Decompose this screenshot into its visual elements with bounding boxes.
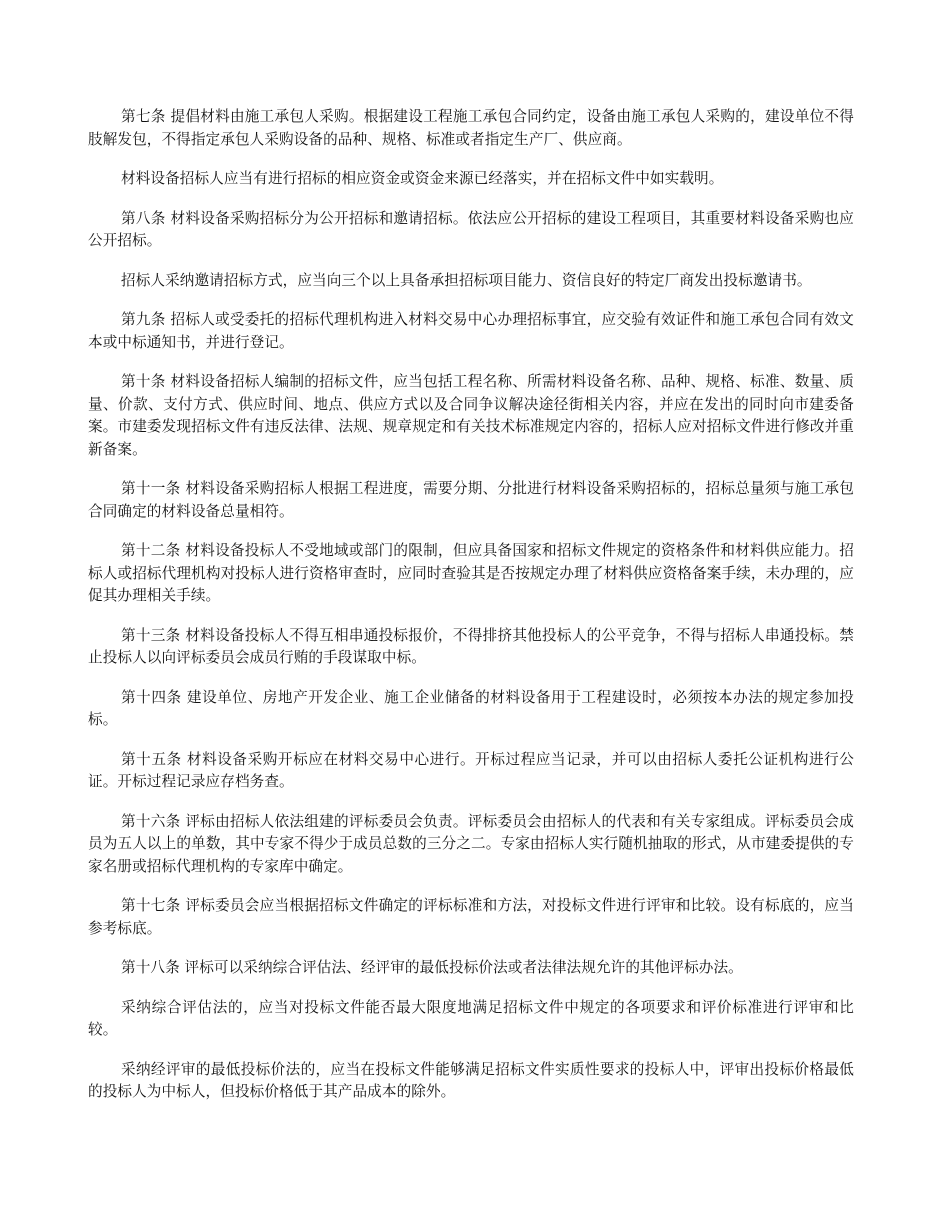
paragraph-article-9: 第九条 招标人或受委托的招标代理机构进入材料交易中心办理招标事宜，应交验有效证件和施工承包合同有效文本或中标通知书，并进行登记。 [88, 311, 854, 351]
paragraph-funding: 材料设备招标人应当有进行招标的相应资金或资金来源已经落实，并在招标文件中如实载明。 [121, 170, 724, 187]
paragraph-comprehensive-method: 采纳综合评估法的，应当对投标文件能否最大限度地满足招标文件中规定的各项要求和评价标准进行评审和比较。 [88, 998, 854, 1038]
paragraph-article-15: 第十五条 材料设备采购开标应在材料交易中心进行。开标过程应当记录，并可以由招标人委托公证机构进行公证。开标过程记录应存档务查。 [88, 750, 854, 790]
paragraph-article-14: 第十四条 建设单位、房地产开发企业、施工企业储备的材料设备用于工程建设时，必须按本办法的规定参加投标。 [88, 688, 854, 728]
paragraph-article-16: 第十六条 评标由招标人依法组建的评标委员会负责。评标委员会由招标人的代表和有关专家组成。评标委员会成员为五人以上的单数，其中专家不得少于成员总数的三分之二。专家由招标人实行随机抽取的形式，从市建委提供的专家名册或招标代理机构的专家库中确定。 [88, 812, 854, 875]
paragraph-lowest-price-method: 采纳经评审的最低投标价法的，应当在投标文件能够满足招标文件实质性要求的投标人中，评审出投标价格最低的投标人为中标人，但投标价格低于其产品成本的除外。 [88, 1060, 854, 1100]
paragraph-article-13: 第十三条 材料设备投标人不得互相串通投标报价，不得排挤其他投标人的公平竞争，不得与招标人串通投标。禁止投标人以向评标委员会成员行贿的手段谋取中标。 [88, 626, 854, 666]
paragraph-article-8: 第八条 材料设备采购招标分为公开招标和邀请招标。依法应公开招标的建设工程项目，其重要材料设备采购也应公开招标。 [88, 209, 854, 249]
paragraph-article-10: 第十条 材料设备招标人编制的招标文件，应当包括工程名称、所需材料设备名称、品种、规格、标准、数量、质量、价款、支付方式、供应时间、地点、供应方式以及合同争议解决途径街相关内容，并应在发出的同时向市建委备案。市建委发现招标文件有违反法律、法规、规章规定和有关技术标准规定内容的，招标人应对招标文件进行修改并重新备案。 [88, 373, 854, 458]
paragraph-article-11: 第十一条 材料设备采购招标人根据工程进度，需要分期、分批进行材料设备采购招标的，招标总量须与施工承包合同确定的材料设备总量相符。 [88, 480, 854, 520]
paragraph-article-7: 第七条 提倡材料由施工承包人采购。根据建设工程施工承包合同约定，设备由施工承包人采购的，建设单位不得肢解发包，不得指定承包人采购设备的品种、规格、标准或者指定生产厂、供应商。 [88, 108, 854, 148]
paragraph-invitation: 招标人采纳邀请招标方式，应当向三个以上具备承担招标项目能力、资信良好的特定厂商发出投标邀请书。 [121, 271, 812, 289]
paragraph-article-17: 第十七条 评标委员会应当根据招标文件确定的评标标准和方法，对投标文件进行评审和比较。设有标底的，应当参考标底。 [88, 897, 854, 937]
paragraph-article-18: 第十八条 评标可以采纳综合评估法、经评审的最低投标价法或者法律法规允许的其他评标办法。 [121, 959, 743, 976]
paragraph-article-12: 第十二条 材料设备投标人不受地域或部门的限制，但应具备国家和招标文件规定的资格条件和材料供应能力。招标人或招标代理机构对投标人进行资格审查时，应同时查验其是否按规定办理了材料供应资格备案手续，未办理的，应促其办理相关手续。 [88, 542, 854, 604]
